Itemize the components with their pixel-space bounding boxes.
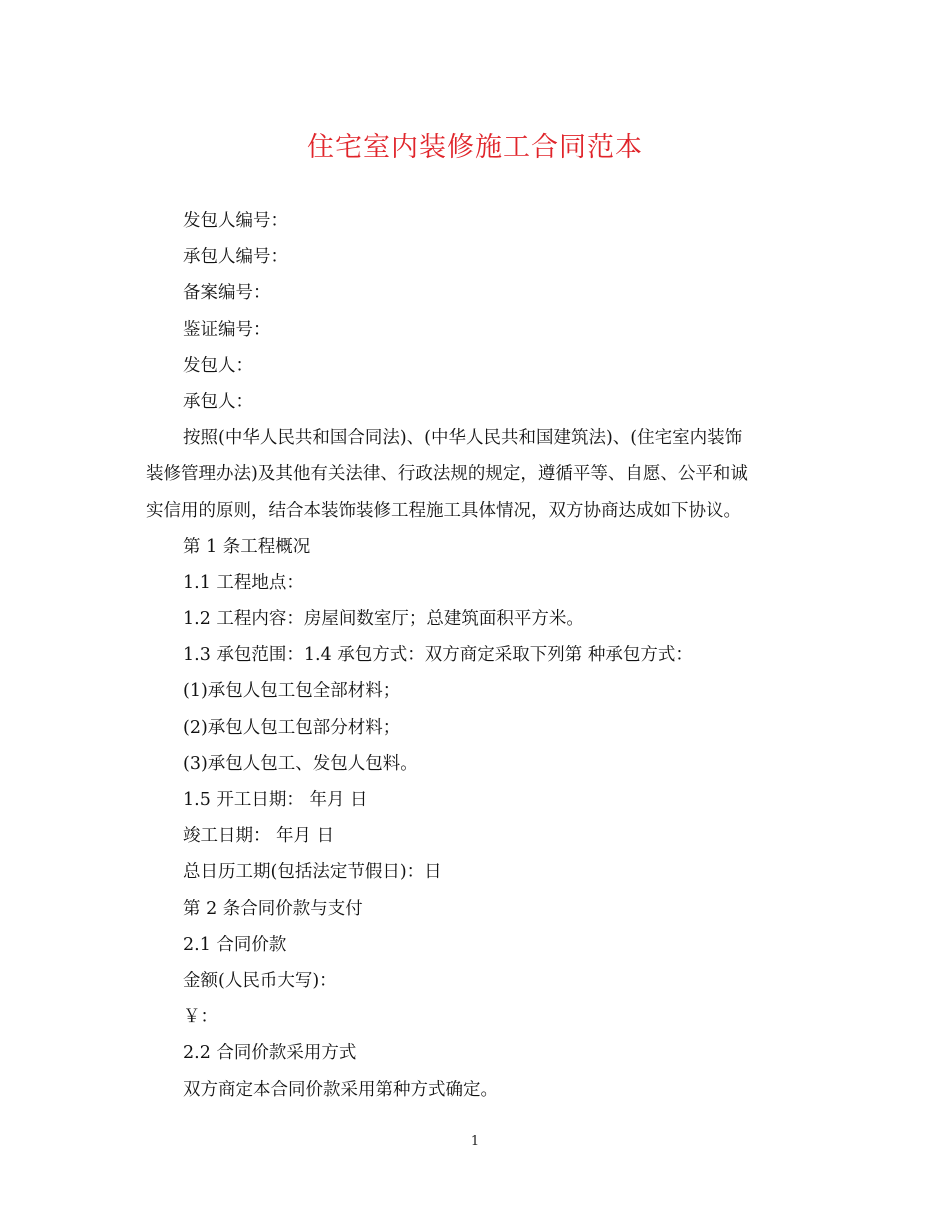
contractor-number-line: 承包人编号： [183,247,288,268]
article-2-heading: 第 2 条合同价款与支付 [183,898,363,919]
intro-line-1: 按照(中华人民共和国合同法)、(中华人民共和国建筑法)、(住宅室内装饰 [183,428,743,449]
amount-yuan-line: ￥： [183,1007,218,1028]
clause-1-2: 1.2 工程内容：房屋间数室厅；总建筑面积平方米。 [183,609,584,630]
filing-number-line: 备案编号： [183,283,271,304]
intro-line-2: 装修管理办法)及其他有关法律、行政法规的规定，遵循平等、自愿、公平和诚 [146,464,748,485]
total-duration-line: 总日历工期(包括法定节假日)：日 [183,862,442,883]
clause-2-1: 2.1 合同价款 [183,934,287,955]
intro-line-3: 实信用的原则，结合本装饰装修工程施工具体情况，双方协商达成如下协议。 [146,500,741,521]
verification-number-line: 鉴证编号： [183,319,271,340]
article-1-heading: 第 1 条工程概况 [183,536,311,557]
option-1: (1)承包人包工包全部材料； [183,681,401,702]
clause-1-5: 1.5 开工日期： 年月 日 [183,790,368,810]
clause-2-2: 2.2 合同价款采用方式 [183,1043,357,1064]
clause-1-1: 1.1 工程地点： [183,572,304,593]
intro-paragraph [146,420,806,529]
option-3: (3)承包人包工、发包人包料。 [183,753,418,774]
contractor-line: 承包人： [183,391,253,412]
price-method-line: 双方商定本合同价款采用第种方式确定。 [183,1079,498,1100]
document-body [146,203,806,1108]
amount-capital-line: 金额(人民币大写)： [183,970,337,991]
clause-1-3: 1.3 承包范围：1.4 承包方式：双方商定采取下列第 种承包方式： [183,645,693,666]
employer-line: 发包人： [183,355,253,376]
document-title: 住宅室内装修施工合同范本 [307,132,643,163]
completion-date-line: 竣工日期： 年月 日 [183,826,335,847]
option-2: (2)承包人包工包部分材料； [183,717,401,738]
employer-number-line: 发包人编号： [183,211,288,231]
page-number: 1 [470,1134,480,1149]
